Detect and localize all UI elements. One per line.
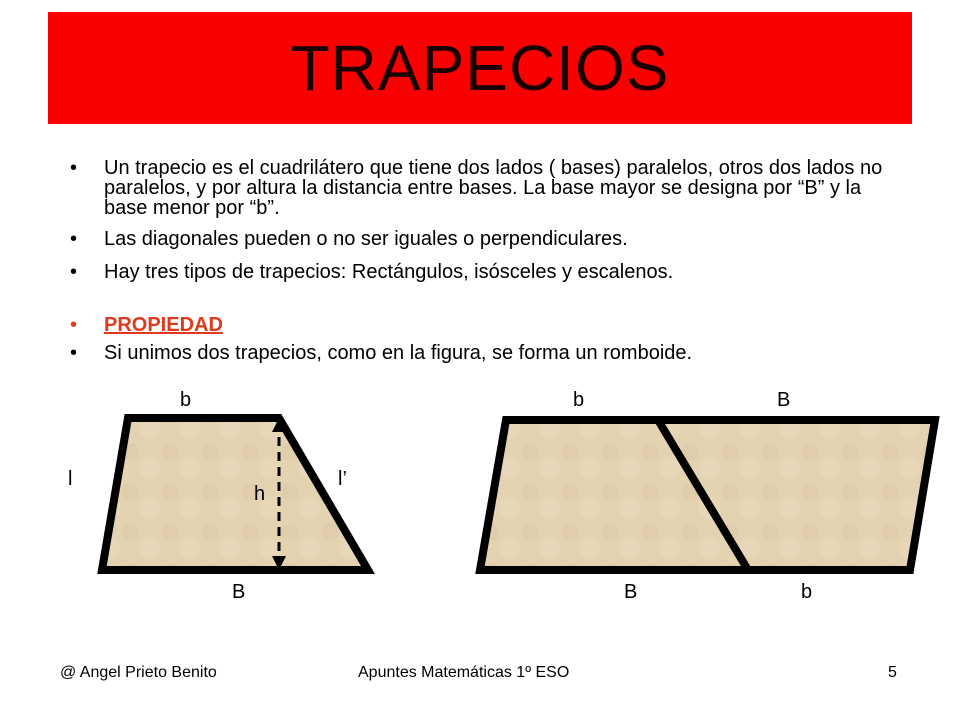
label-b-bottom-right: b — [801, 581, 813, 603]
propiedad-label: PROPIEDAD — [104, 314, 223, 336]
label-B-top-right: B — [777, 389, 791, 411]
footer-page-number: 5 — [888, 664, 897, 681]
label-B-bottom: B — [232, 581, 246, 603]
trapezoid-shape — [102, 418, 368, 570]
slide-title: TRAPECIOS — [290, 32, 670, 104]
label-l-left: l — [68, 468, 73, 490]
label-l-prime: l’ — [338, 468, 347, 490]
label-B-bottom-right: B — [624, 581, 638, 603]
bullet-diagonals: • Las diagonales pueden o no ser iguales o perpendiculares. — [62, 229, 892, 249]
bullet-definition: • Un trapecio es el cuadrilátero que tiene dos lados ( bases) paralelos, otros dos lados no paralelos, y por altura la distancia entre bases. La base mayor se designa por “B” y la base menor por “b”. — [62, 158, 892, 218]
footer-author: @ Angel Prieto Benito — [60, 664, 217, 681]
label-b-top: b — [180, 389, 192, 411]
bullet-types: • Hay tres tipos de trapecios: Rectángulos, isósceles y escalenos. — [62, 262, 892, 282]
footer-course: Apuntes Matemáticas 1º ESO — [358, 664, 570, 681]
bullet-propiedad-text: • Si unimos dos trapecios, como en la figura, se forma un romboide. — [62, 343, 892, 363]
label-b-top-right: b — [573, 389, 585, 411]
label-h: h — [254, 483, 266, 505]
